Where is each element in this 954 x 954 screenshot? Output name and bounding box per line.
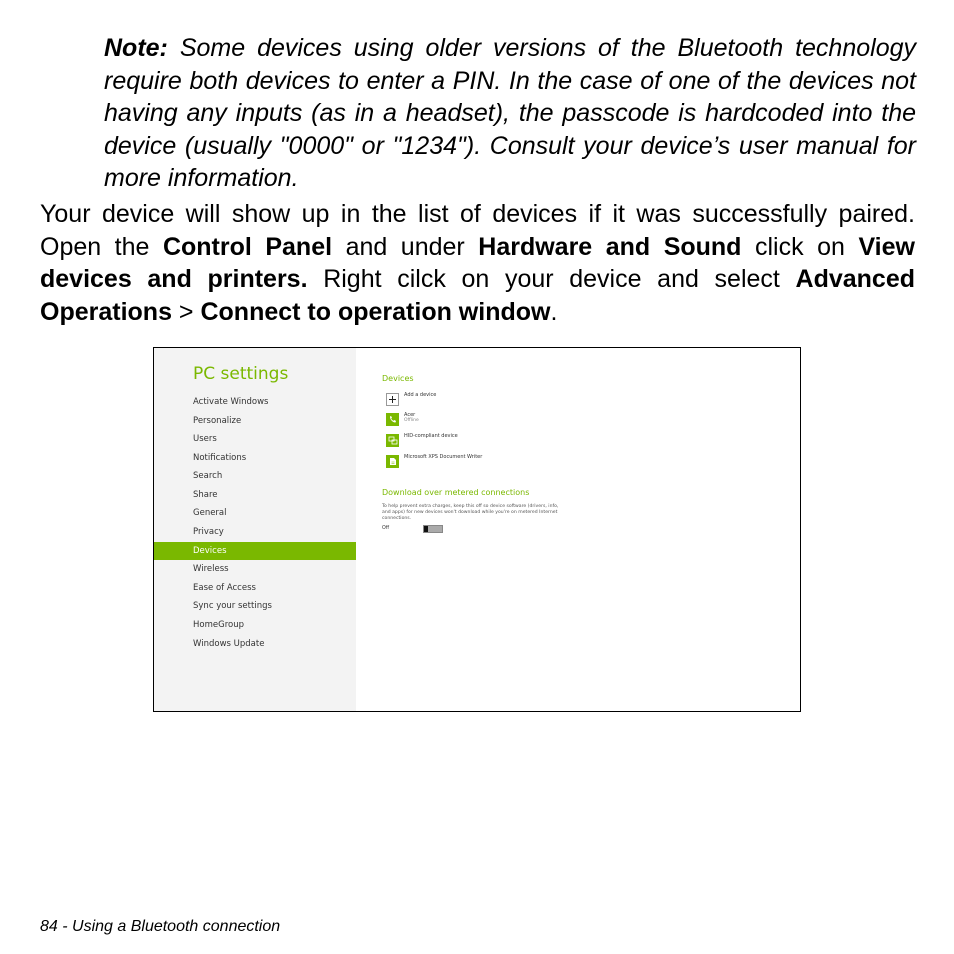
sidebar-item-users[interactable] — [154, 430, 356, 448]
sidebar-item-label: Wireless — [193, 564, 229, 574]
text-run: Right cilck on your device and select — [307, 265, 796, 293]
sidebar-item-homegroup[interactable] — [154, 616, 356, 634]
devices-pane — [356, 348, 800, 711]
sidebar-item-label: Devices — [193, 546, 227, 556]
advanced-operations-term: Advanced Operations — [40, 265, 915, 326]
toggle-state-label: Off — [382, 526, 390, 531]
hardware-sound-term: Hardware and Sound — [478, 232, 742, 261]
add-device-label: Add a device — [404, 392, 437, 398]
instructions-paragraph — [40, 198, 915, 328]
sidebar-item-activate-windows[interactable] — [154, 393, 356, 411]
metered-heading: Download over metered connections — [382, 488, 530, 497]
plus-icon — [386, 393, 399, 406]
sidebar-item-label: Activate Windows — [193, 397, 269, 407]
sidebar-item-label: Sync your settings — [193, 601, 272, 611]
sidebar-item-label: Search — [193, 471, 223, 481]
text-run: Your device will show up in the list of devices if it was successfully paired. Open the — [40, 200, 915, 261]
pc-settings-screenshot — [153, 347, 801, 712]
note-text: Some devices using older versions of the Bluetooth technology require both devices to enter a PIN. In the case of one of the devices not having any inputs (as in a headset), the passcode is hardcoded into the device (usually "0000" or "1234"). Consult your device’s user manual for more information. — [104, 34, 916, 192]
sidebar-item-label: HomeGroup — [193, 620, 244, 630]
sidebar-item-privacy[interactable] — [154, 523, 356, 541]
note-lead: Note: — [104, 34, 168, 62]
sidebar-item-label: Privacy — [193, 527, 224, 537]
toggle-knob — [424, 526, 428, 532]
sidebar-item-windows-update[interactable] — [154, 635, 356, 653]
phone-icon — [386, 413, 399, 426]
document-icon — [386, 455, 399, 468]
device-status: Offline — [404, 418, 419, 423]
devices-heading: Devices — [382, 374, 414, 383]
sidebar-item-label: Users — [193, 434, 217, 444]
sidebar-item-label: Windows Update — [193, 639, 265, 649]
sidebar-item-label: General — [193, 508, 227, 518]
metered-download-toggle[interactable] — [423, 525, 443, 533]
control-panel-term: Control Panel — [162, 232, 333, 261]
connect-window-term: Connect to operation window — [200, 297, 551, 326]
view-devices-term: View devices and printers. — [40, 232, 915, 293]
sidebar-item-search[interactable] — [154, 467, 356, 485]
metered-help-text: To help prevent extra charges, keep this off so device software (drivers, info, and apps) for new devices won't download while you're on metered Internet connections. — [382, 504, 559, 521]
monitor-icon — [386, 434, 399, 447]
device-name: HID-compliant device — [404, 433, 458, 439]
sidebar-item-label: Notifications — [193, 453, 247, 463]
sidebar-item-label: Ease of Access — [193, 583, 256, 593]
sidebar-item-label: Share — [193, 490, 218, 500]
pc-settings-title: PC settings — [193, 364, 289, 384]
note-paragraph — [104, 32, 916, 195]
device-text — [404, 412, 419, 423]
sidebar-item-devices[interactable] — [154, 542, 356, 560]
sidebar-item-share[interactable] — [154, 486, 356, 504]
sidebar-item-sync-settings[interactable] — [154, 597, 356, 615]
device-name: Microsoft XPS Document Writer — [404, 454, 483, 460]
sidebar-item-wireless[interactable] — [154, 560, 356, 578]
page-footer: 84 - Using a Bluetooth connection — [40, 918, 281, 935]
text-run: and under — [332, 232, 479, 261]
sidebar-item-notifications[interactable] — [154, 449, 356, 467]
sidebar-item-ease-of-access[interactable] — [154, 579, 356, 597]
sidebar-item-personalize[interactable] — [154, 412, 356, 430]
text-run: . — [550, 297, 558, 326]
sidebar-item-label: Personalize — [193, 416, 242, 426]
sidebar-item-general[interactable] — [154, 504, 356, 522]
text-run: click on — [741, 232, 859, 261]
text-run: > — [171, 297, 201, 326]
device-name: Acer — [404, 412, 416, 418]
settings-sidebar — [154, 348, 356, 711]
